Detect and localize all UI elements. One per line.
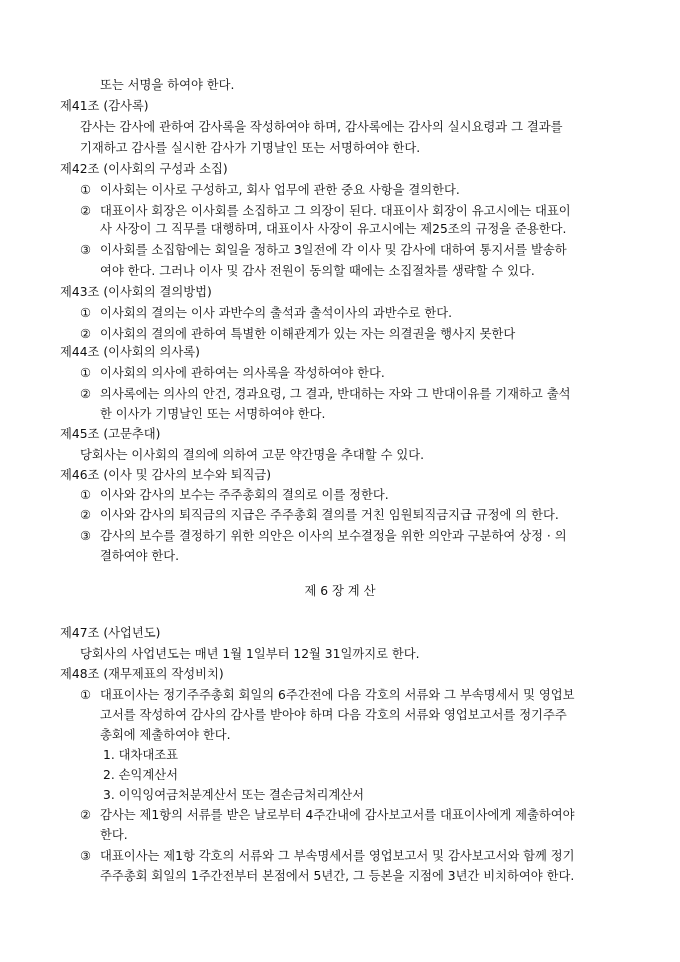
clause-marker: ② [80,204,92,218]
article-heading-42: 제42조 (이사회의 구성과 소집) [60,162,228,176]
clause-marker: ② [80,808,92,822]
clause-marker: ② [80,387,92,401]
text-line: 기재하고 감사를 실시한 감사가 기명날인 또는 서명하여야 한다. [80,141,421,155]
article-heading-46: 제46조 (이사 및 감사의 보수와 퇴직금) [60,468,272,482]
text-line: 대표이사 회장은 이사회를 소집하고 그 의장이 된다. 대표이사 회장이 유고시에는 대표이 [100,204,571,218]
text-line: 대표이사는 정기주주총회 회일의 6주간전에 다음 각호의 서류와 그 부속명세서 및 영업보 [100,688,575,702]
text-line: 감사는 감사에 관하여 감사록을 작성하여야 하며, 감사록에는 감사의 실시요령과 그 결과를 [80,120,563,134]
text-line: 감사는 제1항의 서류를 받은 날로부터 4주간내에 감사보고서를 대표이사에게 제출하여야 [100,808,575,822]
text-line: 결하여야 한다. [100,549,180,563]
text-line: 이사와 감사의 퇴직금의 지급은 주주총회 결의를 거친 임원퇴직금지급 규정에 의 한다. [100,508,559,522]
clause-marker: ① [80,688,92,702]
clause-marker: ② [80,508,92,522]
list-item: 3. 이익잉여금처분계산서 또는 결손금처리계산서 [103,788,365,802]
article-heading-41: 제41조 (감사록) [60,99,149,113]
clause-marker: ② [80,327,92,341]
text-line: 이사회의 결의에 관하여 특별한 이해관계가 있는 자는 의결권을 행사지 못한다 [100,327,516,341]
text-line: 당회사의 사업년도는 매년 1월 1일부터 12월 31일까지로 한다. [80,647,420,661]
list-item: 1. 대차대조표 [103,748,179,762]
text-line: 총회에 제출하여야 한다. [100,728,231,742]
text-line: 사 사장이 그 직무를 대행하며, 대표이사 사장이 유고시에는 제25조의 규정을 준용한다. [100,222,567,236]
text-line: 감사의 보수를 결정하기 위한 의안은 이사의 보수결정을 위한 의안과 구분하여 상정 · 의 [100,529,567,543]
text-line: 한다. [100,828,128,842]
clause-marker: ① [80,366,92,380]
text-line: 당회사는 이사회의 결의에 의하여 고문 약간명을 추대할 수 있다. [80,448,425,462]
text-line: 한 이사가 기명날인 또는 서명하여야 한다. [100,407,326,421]
text-line: 이사회를 소집함에는 회일을 정하고 3일전에 각 이사 및 감사에 대하여 통지서를 발송하 [100,243,567,257]
clause-marker: ① [80,183,92,197]
article-heading-47: 제47조 (사업년도) [60,626,161,640]
clause-marker: ① [80,488,92,502]
text-line: 의사록에는 의사의 안건, 경과요령, 그 결과, 반대하는 자와 그 반대이유를 기재하고 출석 [100,387,571,401]
text-line: 이사회는 이사로 구성하고, 회사 업무에 관한 중요 사항을 결의한다. [100,183,460,197]
clause-marker: ① [80,306,92,320]
text-line: 여야 한다. 그러나 이사 및 감사 전원이 동의할 때에는 소집절차를 생략할 수 있다. [100,264,535,278]
clause-marker: ③ [80,529,92,543]
text-line: 대표이사는 제1항 각호의 서류와 그 부속명세서를 영업보고서 및 감사보고서와 함께 정기 [100,849,575,863]
text-line: 이사와 감사의 보수는 주주총회의 결의로 이를 정한다. [100,488,389,502]
text-line: 이사회의 결의는 이사 과반수의 출석과 출석이사의 과반수로 한다. [100,306,452,320]
list-item: 2. 손익계산서 [103,768,179,782]
clause-marker: ③ [80,849,92,863]
chapter-heading: 제 6 장 계 산 [304,584,376,598]
text-line: 고서를 작성하여 감사의 감사를 받아야 하며 다음 각호의 서류와 영업보고서를 정기주주 [100,708,567,722]
text-line: 주주총회 회일의 1주간전부터 본점에서 5년간, 그 등본을 지점에 3년간 비치하여야 한다. [100,869,575,883]
article-heading-48: 제48조 (재무제표의 작성비치) [60,667,224,681]
article-heading-43: 제43조 (이사회의 결의방법) [60,285,212,299]
article-heading-45: 제45조 (고문추대) [60,427,161,441]
article-heading-44: 제44조 (이사회의 의사록) [60,345,200,359]
text-line: 이사회의 의사에 관하여는 의사록을 작성하여야 한다. [100,366,385,380]
text-line: 또는 서명을 하여야 한다. [100,78,235,92]
clause-marker: ③ [80,243,92,257]
